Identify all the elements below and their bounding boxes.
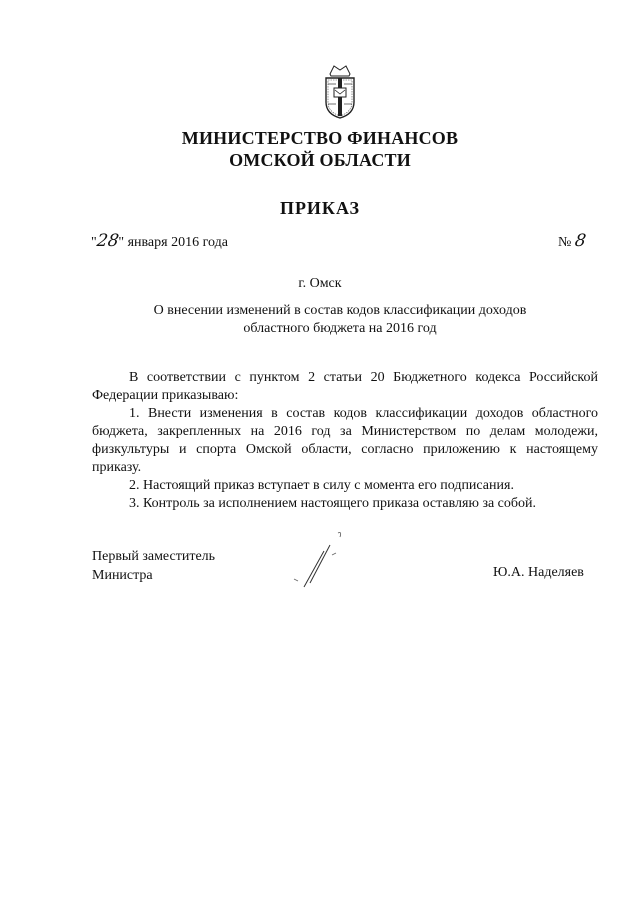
body-item-1: 1. Внести изменения в состав кодов классификации доходов областного бюджета, закрепленных на 2016 год за Министерством по делам молодежи, физкультуры и спорта Омской области, согласно приложению к настоящему приказу.	[92, 406, 598, 475]
date-day-handwritten: 28	[95, 231, 120, 251]
signatory-title	[92, 547, 215, 585]
date-quote-close: "	[118, 235, 125, 250]
subject-line2: областного бюджета на 2016 год	[243, 321, 437, 336]
date-quote-open: "	[91, 235, 97, 250]
document-type-title: ПРИКАЗ	[279, 198, 361, 218]
signatory-title-line2: Министра	[92, 568, 153, 583]
body-item-2: 2. Настоящий приказ вступает в силу с момента его подписания.	[129, 478, 514, 493]
number-label: №	[558, 235, 572, 250]
document-number	[558, 231, 586, 251]
signatory-name: Ю.А. Наделяев	[493, 565, 584, 580]
coat-of-arms-emblem	[322, 64, 358, 120]
ministry-name-line2: ОМСКОЙ ОБЛАСТИ	[229, 150, 411, 170]
document-city: г. Омск	[298, 276, 342, 291]
document-date	[91, 231, 228, 251]
signatory-title-line1: Первый заместитель	[92, 549, 216, 564]
date-month-year: января 2016 года	[127, 235, 228, 250]
document-body	[92, 369, 598, 513]
document-subject	[130, 302, 550, 338]
handwritten-signature	[280, 525, 360, 595]
body-preamble: В соответствии с пунктом 2 статьи 20 Бюджетного кодекса Российской Федерации приказываю:	[92, 370, 598, 403]
ministry-name-line1: МИНИСТЕРСТВО ФИНАНСОВ	[181, 128, 459, 148]
number-value-handwritten: 8	[573, 231, 588, 251]
subject-line1: О внесении изменений в состав кодов классификации доходов	[153, 303, 527, 318]
body-item-3: 3. Контроль за исполнением настоящего приказа оставляю за собой.	[129, 496, 537, 511]
